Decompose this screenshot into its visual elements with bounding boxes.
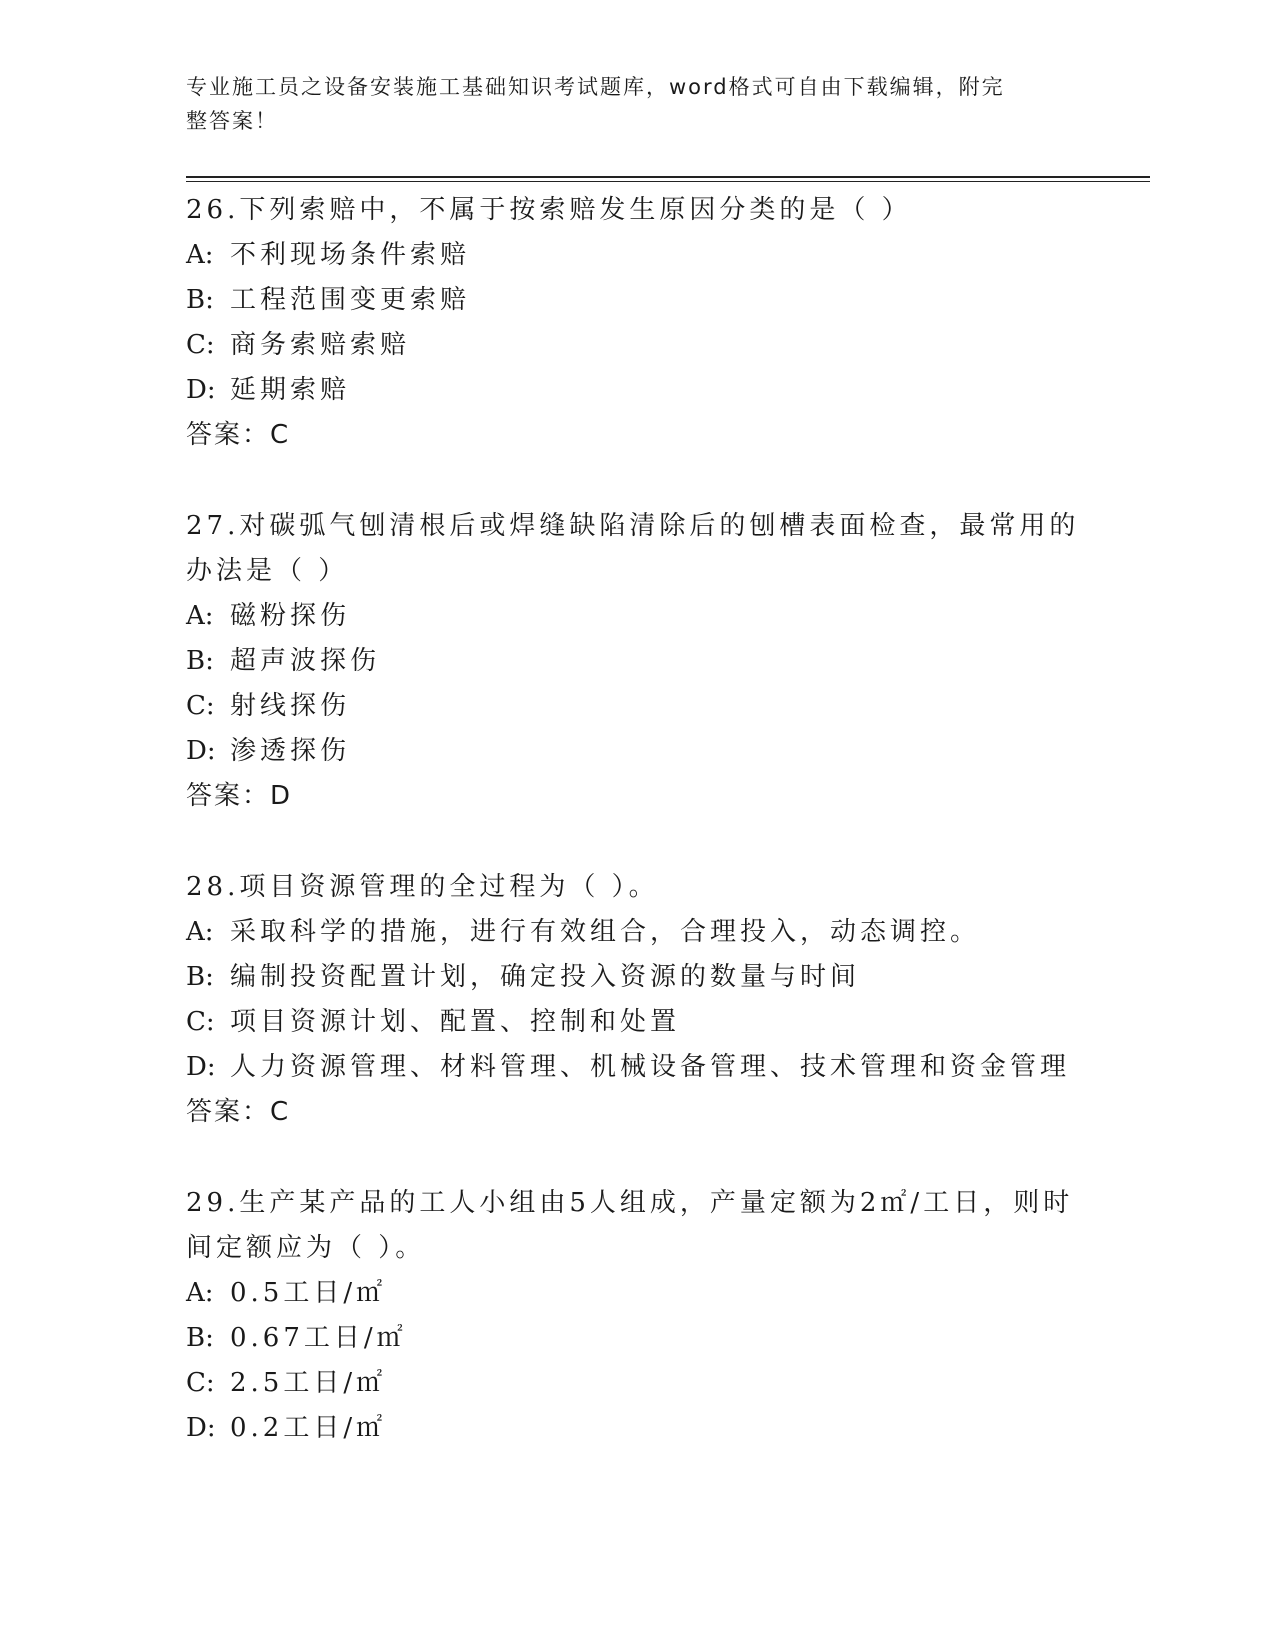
option-text: 射线探伤 <box>230 691 351 721</box>
option-key: C: <box>186 330 215 360</box>
option-text: 项目资源计划、配置、控制和处置 <box>230 1007 681 1037</box>
question-27 <box>186 504 1086 819</box>
option-key: B: <box>186 962 214 992</box>
option-a <box>186 1271 1086 1316</box>
question-26 <box>186 188 1086 458</box>
option-key: A: <box>186 1278 214 1308</box>
header-divider-thick <box>186 176 1150 178</box>
option-key: D: <box>186 736 216 766</box>
option-d <box>186 1406 1086 1451</box>
question-28 <box>186 865 1086 1135</box>
option-text: 超声波探伤 <box>230 646 381 676</box>
option-text: 编制投资配置计划，确定投入资源的数量与时间 <box>230 962 861 992</box>
option-key: B: <box>186 646 214 676</box>
option-text: 人力资源管理、材料管理、机械设备管理、技术管理和资金管理 <box>230 1052 1071 1082</box>
option-text: 渗透探伤 <box>230 736 351 766</box>
option-key: A: <box>186 917 214 947</box>
option-text: 工程范围变更索赔 <box>230 285 471 315</box>
option-text: 采取科学的措施，进行有效组合，合理投入，动态调控。 <box>230 917 981 947</box>
option-key: D: <box>186 1052 216 1082</box>
option-c <box>186 684 1086 729</box>
header-divider-thin <box>186 181 1150 182</box>
header-line-2: 整答案！ <box>186 109 278 133</box>
option-text: 磁粉探伤 <box>230 601 351 631</box>
option-key: C: <box>186 1007 215 1037</box>
option-key: A: <box>186 601 214 631</box>
option-b <box>186 278 1086 323</box>
option-d <box>186 729 1086 774</box>
header-line-1: 专业施工员之设备安装施工基础知识考试题库，word格式可自由下载编辑，附完 <box>186 75 1005 99</box>
option-b <box>186 1316 1086 1361</box>
option-key: D: <box>186 1413 216 1443</box>
document-header <box>186 70 1066 138</box>
option-key: B: <box>186 285 214 315</box>
question-29 <box>186 1181 1086 1451</box>
question-stem: 26.下列索赔中，不属于按索赔发生原因分类的是（ ） <box>186 195 912 225</box>
option-text: 2.5工日/㎡ <box>230 1368 387 1398</box>
question-stem: 29.生产某产品的工人小组由5人组成，产量定额为2㎡/工日，则时间定额应为（ ）。 <box>186 1188 1074 1263</box>
option-key: D: <box>186 375 216 405</box>
option-text: 0.2工日/㎡ <box>230 1413 387 1443</box>
answer-label: 答案：C <box>186 1097 291 1127</box>
option-b <box>186 639 1086 684</box>
option-key: C: <box>186 1368 215 1398</box>
option-a <box>186 910 1086 955</box>
question-stem: 28.项目资源管理的全过程为（ ）。 <box>186 872 659 902</box>
option-text: 不利现场条件索赔 <box>230 240 471 270</box>
question-stem: 27.对碳弧气刨清根后或焊缝缺陷清除后的刨槽表面检查，最常用的办法是（ ） <box>186 511 1080 586</box>
option-key: C: <box>186 691 215 721</box>
option-d <box>186 368 1086 413</box>
option-a <box>186 594 1086 639</box>
option-c <box>186 323 1086 368</box>
option-b <box>186 955 1086 1000</box>
option-text: 延期索赔 <box>230 375 351 405</box>
option-key: A: <box>186 240 214 270</box>
option-a <box>186 233 1086 278</box>
option-text: 商务索赔索赔 <box>230 330 411 360</box>
answer-label: 答案：C <box>186 420 291 450</box>
option-c <box>186 1361 1086 1406</box>
option-text: 0.67工日/㎡ <box>230 1323 407 1353</box>
question-list <box>186 188 1086 1497</box>
option-d <box>186 1045 1086 1090</box>
option-key: B: <box>186 1323 214 1353</box>
option-text: 0.5工日/㎡ <box>230 1278 387 1308</box>
answer-label: 答案：D <box>186 781 293 811</box>
option-c <box>186 1000 1086 1045</box>
